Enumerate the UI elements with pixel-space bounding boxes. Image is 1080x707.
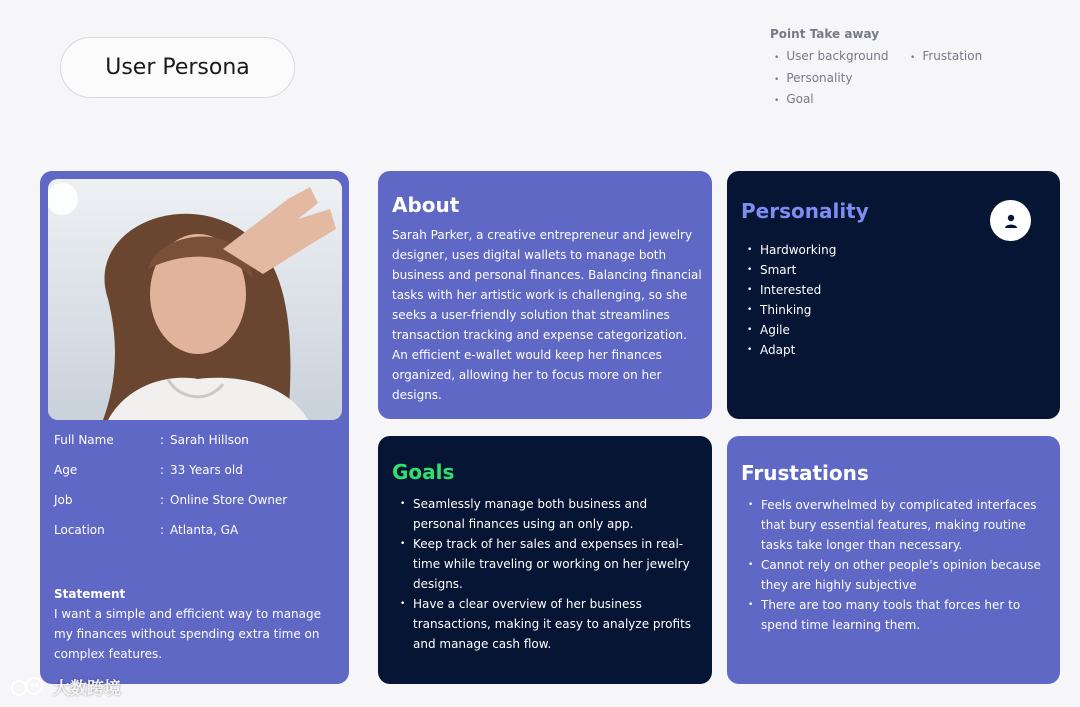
takeaway-item: • User background	[770, 47, 910, 69]
info-colon: :	[160, 433, 165, 447]
takeaway-list-2	[906, 47, 1006, 69]
frustration-item: • Feels overwhelmed by complicated interfaces that bury essential features, making routine tasks take longer than necessary.	[744, 495, 1052, 555]
takeaway-list-1	[770, 47, 910, 112]
goal-item: • Keep track of her sales and expenses in real-time while traveling or working on her jewelry designs.	[396, 534, 701, 594]
info-colon: :	[160, 463, 165, 477]
info-label: Full Name	[54, 433, 114, 447]
trait-item: • Interested	[743, 280, 836, 300]
takeaway-title: Point Take away	[770, 27, 880, 41]
trait-item: • Hardworking	[743, 240, 836, 260]
trait-item: • Thinking	[743, 300, 836, 320]
takeaway-item: • Goal	[770, 90, 910, 112]
about-text: Sarah Parker, a creative entrepreneur and jewelry designer, uses digital wallets to manage both business and personal finances. Balancing financial tasks with her artistic work is challenging, so she seeks a user-friendly solution that streamlines transaction tracking and expense categorization. An efficient e-wallet would keep her finances organized, allowing her to focus more on her designs.	[392, 228, 702, 402]
frustrations-list	[744, 495, 1052, 635]
takeaway-item: • Personality	[770, 69, 910, 91]
watermark-logo-icon	[10, 676, 48, 698]
personality-title: Personality	[741, 199, 869, 223]
personality-card	[727, 171, 1060, 419]
info-row-full-name	[54, 433, 287, 463]
info-label: Location	[54, 523, 105, 537]
goal-item: • Have a clear overview of her business transactions, making it easy to analyze profits and manage cash flow.	[396, 594, 701, 654]
info-row-job	[54, 493, 287, 523]
trait-item: • Smart	[743, 260, 836, 280]
statement	[54, 584, 334, 664]
info-value: Sarah Hillson	[170, 433, 249, 447]
page-title: User Persona	[60, 37, 295, 98]
trait-item: • Adapt	[743, 340, 836, 360]
goal-item: • Seamlessly manage both business and personal finances using an only app.	[396, 494, 701, 534]
info-label: Job	[54, 493, 73, 507]
takeaway-panel	[770, 27, 983, 106]
info-colon: :	[160, 493, 165, 507]
frustrations-title: Frustations	[741, 461, 869, 485]
statement-title: Statement	[54, 587, 126, 601]
profile-info	[54, 433, 287, 553]
goals-card	[378, 436, 712, 684]
goals-title: Goals	[392, 460, 455, 484]
frustrations-card	[727, 436, 1060, 684]
takeaway-item: • Frustation	[906, 47, 1006, 69]
user-icon	[990, 200, 1031, 241]
statement-text: I want a simple and efficient way to manage my finances without spending extra time on complex features.	[54, 607, 321, 661]
profile-card	[40, 171, 349, 684]
info-value: Online Store Owner	[170, 493, 288, 507]
watermark-text: 大数跨境	[53, 679, 121, 699]
info-value: 33 Years old	[170, 463, 243, 477]
profile-photo	[48, 179, 342, 420]
goals-list	[396, 494, 701, 654]
trait-item: • Agile	[743, 320, 836, 340]
personality-list	[743, 240, 836, 360]
frustration-item: • There are too many tools that forces her to spend time learning them.	[744, 595, 1052, 635]
about-title: About	[392, 193, 460, 217]
about-card	[378, 171, 712, 419]
info-label: Age	[54, 463, 78, 477]
info-colon: :	[160, 523, 165, 537]
info-row-location	[54, 523, 287, 553]
info-row-age	[54, 463, 287, 493]
frustration-item: • Cannot rely on other people's opinion because they are highly subjective	[744, 555, 1052, 595]
info-value: Atlanta, GA	[170, 523, 239, 537]
watermark	[10, 674, 121, 699]
